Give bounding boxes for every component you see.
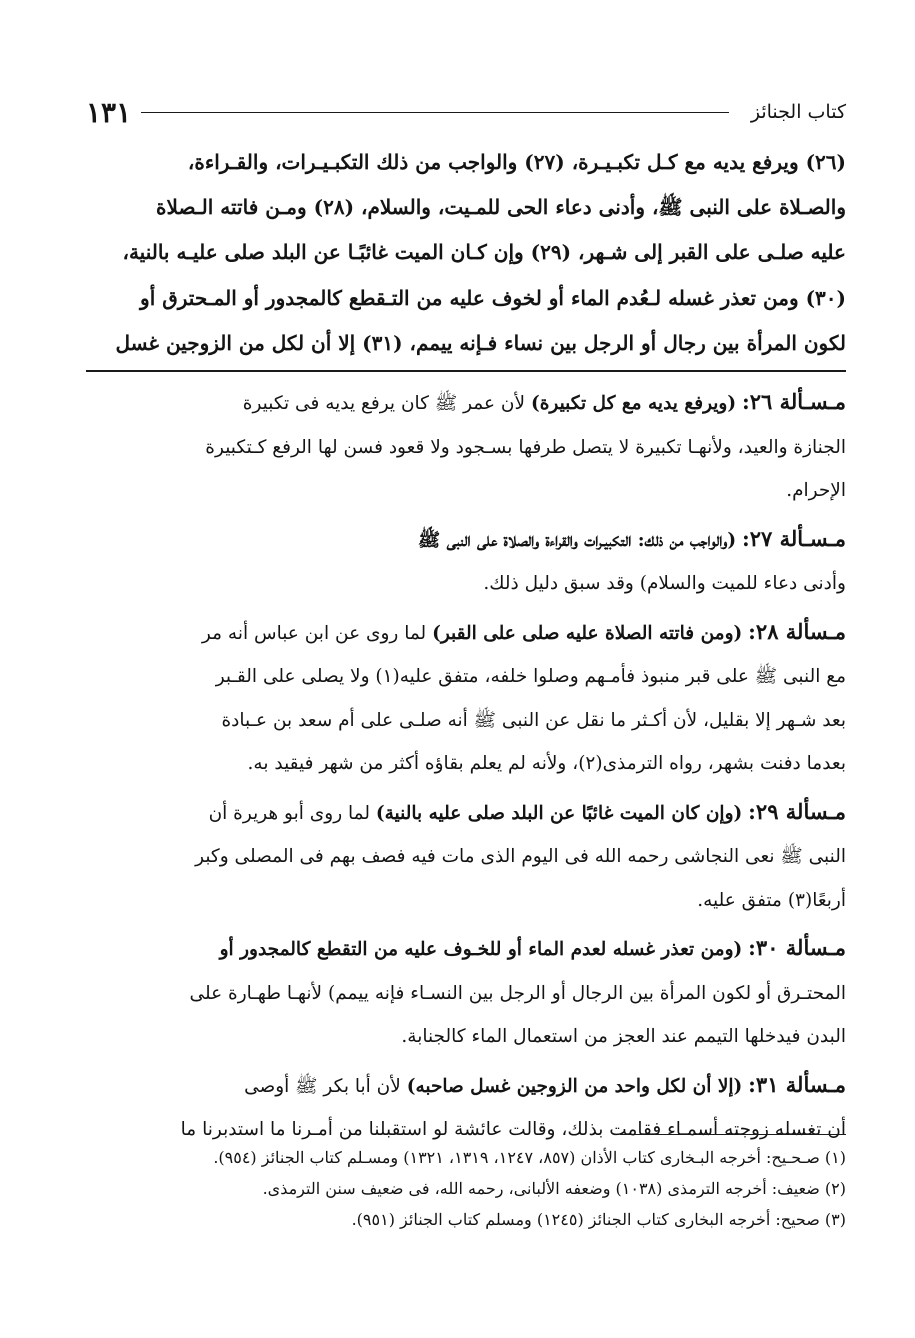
masala-label: مـسألة ٣١:	[748, 1071, 846, 1097]
running-title: كتاب الجنائز	[750, 101, 846, 123]
masala-label: مـسـألة ٢٦:	[742, 389, 846, 414]
masala-label: مـسألة ٣٠:	[748, 935, 846, 960]
masala-quote: (وإن كان الميت غائبًا عن البلد صلى عليه بالنية)	[375, 802, 743, 824]
masala-text: وأدنى دعاء للميت والسلام) وقد سبق دليل ذلك.	[483, 573, 846, 594]
footnote-3: (٣) صحيح: أخرجه البخارى كتاب الجنائز (١٢٤٥) ومسلم كتاب الجنائز (٩٥١).	[351, 1210, 846, 1229]
masala-text: الإحرام.	[786, 480, 846, 501]
section-divider	[86, 370, 846, 372]
footnote-1: (١) صـحـيح: أخرجه البـخارى كتاب الأذان (٨٥٧، ١٢٤٧، ١٣١٩، ١٣٢١) ومسـلم كتاب الجنائز (٩٥٤).	[213, 1148, 846, 1167]
masala-29	[86, 790, 846, 923]
masala-text: أربعًا(٣) متفق عليه.	[697, 889, 846, 911]
masala-text: البدن فيدخلها التيمم عند العجز من استعمال الماء كالجنابة.	[401, 1026, 846, 1047]
commentary-block	[86, 380, 846, 1156]
masala-text: الجنازة والعيد، ولأنهـا تكبيرة لا يتصل طرفها بسـجود ولا قعود فسن لها الرفع كـتكبيرة	[205, 436, 846, 458]
masala-quote: (ويرفع يديه مع كل تكبيرة)	[530, 393, 737, 414]
page-header	[86, 92, 846, 132]
masala-quote: (والواجب من ذلك: التكبيـرات والقراءة والصلاة على النبى ﷺ	[417, 529, 737, 551]
masala-27	[86, 517, 846, 606]
masala-text: لأن عمر ﷺ كان يرفع يديه فى تكبيرة	[242, 393, 526, 414]
masala-quote: (ومن تعذر غسله لعدم الماء أو للخـوف عليه من التقطع كالمجدور أو	[219, 939, 743, 960]
masala-30	[86, 926, 846, 1059]
matn-line: والصـلاة على النبى ﷺ، وأدنى دعاء الحى للمـيت، والسلام، (٢٨) ومـن فاتته الـصلاة	[156, 195, 846, 220]
matn-line: (٢٦) ويرفع يديه مع كـل تكبـيـرة، (٢٧) والواجب من ذلك التكبـيـرات، والقـراءة،	[187, 150, 846, 174]
masala-text: لما روى أبو هريرة أن	[208, 802, 370, 824]
masala-28	[86, 610, 846, 786]
masala-text: أن تغسله زوجته أسمـاء فقامت بذلك، وقالت عائشة لو استقبلنا من أمـرنا ما استدبرنا ما	[180, 1119, 846, 1140]
footnotes	[86, 1142, 846, 1235]
page-number: ١٣١	[86, 95, 132, 129]
footnote-rule	[620, 1134, 846, 1135]
matn-line: (٣٠) ومن تعذر غسله لـعُدم الماء أو لخوف عليه من التـقطع كالمجدور أو المـحترق أو	[140, 285, 846, 310]
masala-quote: (ومن فاتته الصلاة عليه صلى على القبر)	[432, 622, 743, 644]
matn-line: لكون المرأة بين رجال أو الرجل بين نساء فـإنه ييمم، (٣١) إلا أن لكل من الزوجين غسل	[115, 330, 846, 355]
masala-label: مـسـألة ٢٧:	[742, 525, 846, 551]
masala-text: بعدما دفنت بشهر، رواه الترمذى(٢)، ولأنه لم يعلم بقاؤه أكثر من شهر فيقيد به.	[247, 753, 846, 774]
header-rule	[141, 112, 729, 113]
masala-label: مـسألة ٢٨:	[748, 618, 846, 644]
masala-31	[86, 1063, 846, 1152]
masala-text: المحتـرق أو لكون المرأة بين الرجال أو الرجل بين النسـاء فإنه ييمم) لأنهـا طهـارة على	[189, 982, 846, 1004]
main-text-block	[86, 140, 846, 366]
masala-text: مع النبى ﷺ على قبر منبوذ فأمـهم وصلوا خلفه، متفق عليه(١) ولا يصلى على القـبر	[215, 666, 846, 687]
masala-quote: (إلا أن لكل واحد من الزوجين غسل صاحبه)	[406, 1075, 743, 1097]
matn-line: عليه صلـى على القبر إلى شـهر، (٢٩) وإن كـان الميت غائبًـا عن البلد صلى عليـه بالنية،	[122, 240, 846, 265]
footnote-2: (٢) ضعيف: أخرجه الترمذى (١٠٣٨) وضعفه الألبانى، رحمه الله، فى ضعيف سنن الترمذى.	[262, 1179, 846, 1198]
masala-26	[86, 380, 846, 513]
masala-text: لما روى عن ابن عباس أنه مر	[201, 622, 427, 644]
masala-text: بعد شـهر إلا بقليل، لأن أكـثر ما نقل عن النبى ﷺ أنه صلـى على أم سعد بن عـبادة	[221, 709, 846, 731]
masala-label: مـسألة ٢٩:	[748, 798, 846, 824]
masala-text: لأن أبا بكر ﷺ أوصى	[244, 1075, 401, 1097]
masala-text: النبى ﷺ نعى النجاشى رحمه الله فى اليوم الذى مات فيه فصف بهم فى المصلى وكبر	[195, 846, 846, 867]
